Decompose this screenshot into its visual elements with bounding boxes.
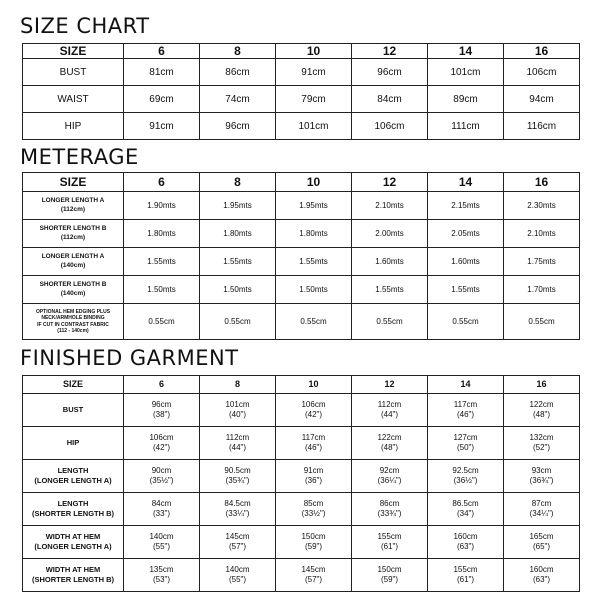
header-cell: 12 bbox=[352, 376, 428, 394]
table-cell bbox=[504, 394, 580, 427]
metric-value: 127cm bbox=[453, 432, 478, 442]
table-row bbox=[23, 192, 580, 220]
table-cell: 1.55mts bbox=[352, 276, 428, 304]
metric-value: 112cm bbox=[225, 432, 250, 442]
table-cell: 2.10mts bbox=[352, 192, 428, 220]
meterage-table bbox=[22, 172, 580, 340]
table-cell: 2.00mts bbox=[352, 220, 428, 248]
row-label-line: LENGTH bbox=[57, 499, 89, 509]
meterage-header-row bbox=[23, 173, 580, 192]
header-cell: SIZE bbox=[23, 44, 124, 59]
imperial-value: (44") bbox=[228, 443, 247, 452]
table-cell bbox=[200, 460, 276, 493]
table-row bbox=[23, 220, 580, 248]
metric-value: 112cm bbox=[377, 399, 402, 409]
metric-value: 140cm bbox=[225, 564, 250, 574]
table-cell: 0.55cm bbox=[200, 304, 276, 340]
imperial-value: (48") bbox=[380, 443, 399, 452]
table-cell: 1.80mts bbox=[200, 220, 276, 248]
table-cell: 2.30mts bbox=[504, 192, 580, 220]
header-cell: 10 bbox=[276, 376, 352, 394]
table-cell: 86cm bbox=[200, 59, 276, 86]
finished-garment-table bbox=[22, 375, 580, 592]
row-label-sub: (140cm) bbox=[60, 261, 86, 269]
row-label: BUST bbox=[23, 59, 124, 86]
row-label-line: NECK/ARMHOLE BINDING bbox=[41, 315, 105, 322]
imperial-value: (40") bbox=[228, 410, 247, 419]
table-cell bbox=[352, 493, 428, 526]
header-cell: 14 bbox=[428, 44, 504, 59]
imperial-value: (44") bbox=[380, 410, 399, 419]
table-cell bbox=[124, 526, 200, 559]
imperial-value: (36") bbox=[304, 476, 323, 485]
metric-value: 160cm bbox=[529, 564, 554, 574]
table-cell: 1.60mts bbox=[352, 248, 428, 276]
metric-value: 90.5cm bbox=[224, 465, 251, 475]
table-cell: 69cm bbox=[124, 86, 200, 113]
imperial-value: (34¼") bbox=[529, 509, 554, 518]
row-label: HIP bbox=[23, 113, 124, 140]
table-cell: 1.95mts bbox=[276, 192, 352, 220]
metric-value: 92cm bbox=[379, 465, 400, 475]
imperial-value: (57") bbox=[304, 575, 323, 584]
table-cell bbox=[504, 460, 580, 493]
table-cell bbox=[276, 427, 352, 460]
metric-value: 155cm bbox=[377, 531, 402, 541]
table-cell: 1.90mts bbox=[124, 192, 200, 220]
imperial-value: (38") bbox=[152, 410, 171, 419]
metric-value: 96cm bbox=[151, 399, 172, 409]
metric-value: 93cm bbox=[531, 465, 552, 475]
row-label bbox=[23, 220, 124, 248]
table-row bbox=[23, 304, 580, 340]
header-cell: 12 bbox=[352, 44, 428, 59]
table-cell bbox=[124, 559, 200, 592]
table-cell: 94cm bbox=[504, 86, 580, 113]
row-label-line: IF CUT IN CONTRAST FABRIC bbox=[37, 321, 109, 328]
metric-value: 150cm bbox=[301, 531, 326, 541]
table-cell bbox=[352, 427, 428, 460]
table-cell bbox=[352, 460, 428, 493]
row-label bbox=[23, 526, 124, 559]
table-cell: 1.55mts bbox=[276, 248, 352, 276]
metric-value: 92.5cm bbox=[452, 465, 479, 475]
imperial-value: (36¾") bbox=[529, 476, 554, 485]
row-label-sub: (112cm) bbox=[60, 233, 86, 241]
row-label-line: (SHORTER LENGTH B) bbox=[31, 575, 115, 584]
metric-value: 106cm bbox=[149, 432, 174, 442]
table-row bbox=[23, 394, 580, 427]
table-cell bbox=[352, 526, 428, 559]
table-cell: 81cm bbox=[124, 59, 200, 86]
table-cell bbox=[428, 394, 504, 427]
table-cell: 1.50mts bbox=[276, 276, 352, 304]
header-cell: 14 bbox=[428, 376, 504, 394]
imperial-value: (65") bbox=[532, 542, 551, 551]
table-row bbox=[23, 493, 580, 526]
table-cell: 2.15mts bbox=[428, 192, 504, 220]
table-cell bbox=[504, 427, 580, 460]
metric-value: 91cm bbox=[303, 465, 324, 475]
table-cell: 2.10mts bbox=[504, 220, 580, 248]
table-cell bbox=[276, 394, 352, 427]
header-cell: 10 bbox=[276, 173, 352, 192]
row-label bbox=[23, 248, 124, 276]
row-label-main: SHORTER LENGTH B bbox=[39, 280, 107, 288]
metric-value: 140cm bbox=[149, 531, 174, 541]
imperial-value: (55") bbox=[228, 575, 247, 584]
table-cell: 106cm bbox=[352, 113, 428, 140]
imperial-value: (36¼") bbox=[377, 476, 402, 485]
table-cell bbox=[352, 559, 428, 592]
row-label-sub: (112cm) bbox=[60, 205, 86, 213]
table-cell: 106cm bbox=[504, 59, 580, 86]
row-label bbox=[23, 559, 124, 592]
imperial-value: (34") bbox=[456, 509, 475, 518]
metric-value: 150cm bbox=[377, 564, 402, 574]
imperial-value: (35½") bbox=[149, 476, 174, 485]
table-cell bbox=[124, 427, 200, 460]
table-cell: 0.55cm bbox=[428, 304, 504, 340]
metric-value: 135cm bbox=[149, 564, 174, 574]
table-row bbox=[23, 248, 580, 276]
row-label-main: LONGER LENGTH A bbox=[41, 252, 105, 260]
table-cell bbox=[200, 394, 276, 427]
metric-value: 106cm bbox=[301, 399, 326, 409]
row-label-main: SHORTER LENGTH B bbox=[39, 224, 107, 232]
table-row bbox=[23, 59, 580, 86]
metric-value: 132cm bbox=[529, 432, 554, 442]
imperial-value: (33½") bbox=[301, 509, 326, 518]
table-cell bbox=[504, 559, 580, 592]
row-label-line: LENGTH bbox=[57, 466, 89, 476]
imperial-value: (46") bbox=[304, 443, 323, 452]
header-cell: 16 bbox=[504, 44, 580, 59]
header-cell: 14 bbox=[428, 173, 504, 192]
imperial-value: (63") bbox=[532, 575, 551, 584]
header-cell: SIZE bbox=[23, 173, 124, 192]
table-row bbox=[23, 113, 580, 140]
table-cell: 1.70mts bbox=[504, 276, 580, 304]
size-chart-header-row bbox=[23, 44, 580, 59]
table-cell: 1.55mts bbox=[200, 248, 276, 276]
table-cell: 101cm bbox=[276, 113, 352, 140]
imperial-value: (46") bbox=[456, 410, 475, 419]
table-cell bbox=[428, 427, 504, 460]
header-cell: 8 bbox=[200, 173, 276, 192]
metric-value: 101cm bbox=[225, 399, 250, 409]
row-label-sub: (140cm) bbox=[60, 289, 86, 297]
metric-value: 117cm bbox=[453, 399, 478, 409]
row-label bbox=[23, 192, 124, 220]
table-cell bbox=[504, 526, 580, 559]
table-row bbox=[23, 559, 580, 592]
imperial-value: (55") bbox=[152, 542, 171, 551]
table-cell bbox=[200, 427, 276, 460]
table-cell bbox=[276, 493, 352, 526]
table-row bbox=[23, 526, 580, 559]
table-cell bbox=[276, 526, 352, 559]
metric-value: 160cm bbox=[453, 531, 478, 541]
header-cell: 12 bbox=[352, 173, 428, 192]
table-cell: 74cm bbox=[200, 86, 276, 113]
table-cell bbox=[504, 493, 580, 526]
row-label-line: HIP bbox=[66, 438, 80, 448]
metric-value: 86.5cm bbox=[452, 498, 479, 508]
size-chart-table bbox=[22, 43, 580, 140]
table-cell: 111cm bbox=[428, 113, 504, 140]
imperial-value: (48") bbox=[532, 410, 551, 419]
row-label-line: BUST bbox=[62, 405, 84, 415]
table-cell: 1.95mts bbox=[200, 192, 276, 220]
table-cell: 0.55cm bbox=[504, 304, 580, 340]
metric-value: 122cm bbox=[377, 432, 402, 442]
table-cell: 91cm bbox=[124, 113, 200, 140]
table-cell: 1.50mts bbox=[124, 276, 200, 304]
table-cell: 1.55mts bbox=[124, 248, 200, 276]
table-cell: 0.55cm bbox=[276, 304, 352, 340]
header-cell: 16 bbox=[504, 376, 580, 394]
table-cell bbox=[428, 559, 504, 592]
header-cell: 6 bbox=[124, 44, 200, 59]
table-row bbox=[23, 86, 580, 113]
imperial-value: (33") bbox=[152, 509, 171, 518]
imperial-value: (33¾") bbox=[377, 509, 402, 518]
table-cell bbox=[276, 559, 352, 592]
row-label-line: WIDTH AT HEM bbox=[45, 565, 101, 575]
table-cell bbox=[352, 394, 428, 427]
imperial-value: (42") bbox=[152, 443, 171, 452]
table-cell bbox=[124, 493, 200, 526]
metric-value: 84cm bbox=[151, 498, 172, 508]
table-cell bbox=[200, 493, 276, 526]
table-cell: 96cm bbox=[200, 113, 276, 140]
metric-value: 85cm bbox=[303, 498, 324, 508]
row-label bbox=[23, 276, 124, 304]
imperial-value: (53") bbox=[152, 575, 171, 584]
table-cell bbox=[428, 526, 504, 559]
row-label-line: (SHORTER LENGTH B) bbox=[31, 509, 115, 518]
row-label-line: (LONGER LENGTH A) bbox=[34, 542, 112, 551]
table-cell: 91cm bbox=[276, 59, 352, 86]
metric-value: 145cm bbox=[301, 564, 326, 574]
table-cell: 84cm bbox=[352, 86, 428, 113]
metric-value: 145cm bbox=[225, 531, 250, 541]
table-cell: 2.05mts bbox=[428, 220, 504, 248]
header-cell: 16 bbox=[504, 173, 580, 192]
meterage-title: METERAGE bbox=[20, 145, 139, 169]
table-cell bbox=[428, 460, 504, 493]
row-label-main: LONGER LENGTH A bbox=[41, 196, 105, 204]
table-row bbox=[23, 427, 580, 460]
metric-value: 117cm bbox=[301, 432, 326, 442]
metric-value: 155cm bbox=[453, 564, 478, 574]
row-label: WAIST bbox=[23, 86, 124, 113]
table-cell: 1.50mts bbox=[200, 276, 276, 304]
header-cell: 6 bbox=[124, 376, 200, 394]
table-cell: 1.80mts bbox=[124, 220, 200, 248]
imperial-value: (61") bbox=[380, 542, 399, 551]
row-label-line: WIDTH AT HEM bbox=[45, 532, 101, 542]
table-cell bbox=[200, 559, 276, 592]
table-cell: 1.80mts bbox=[276, 220, 352, 248]
finished-garment-title: FINISHED GARMENT bbox=[20, 346, 239, 370]
table-row bbox=[23, 460, 580, 493]
imperial-value: (63") bbox=[456, 542, 475, 551]
row-label bbox=[23, 304, 124, 340]
table-cell: 116cm bbox=[504, 113, 580, 140]
imperial-value: (42") bbox=[304, 410, 323, 419]
row-label bbox=[23, 427, 124, 460]
row-label bbox=[23, 493, 124, 526]
table-cell: 1.60mts bbox=[428, 248, 504, 276]
metric-value: 84.5cm bbox=[224, 498, 251, 508]
table-cell: 96cm bbox=[352, 59, 428, 86]
imperial-value: (35¾") bbox=[225, 476, 250, 485]
row-label-line: (112 - 140cm) bbox=[57, 327, 89, 334]
imperial-value: (33¼") bbox=[225, 509, 250, 518]
table-cell: 0.55cm bbox=[124, 304, 200, 340]
imperial-value: (50") bbox=[456, 443, 475, 452]
table-cell bbox=[124, 460, 200, 493]
imperial-value: (59") bbox=[304, 542, 323, 551]
imperial-value: (36½") bbox=[453, 476, 478, 485]
imperial-value: (57") bbox=[228, 542, 247, 551]
table-cell: 0.55cm bbox=[352, 304, 428, 340]
metric-value: 165cm bbox=[529, 531, 554, 541]
row-label bbox=[23, 460, 124, 493]
imperial-value: (59") bbox=[380, 575, 399, 584]
table-cell: 101cm bbox=[428, 59, 504, 86]
metric-value: 86cm bbox=[379, 498, 400, 508]
table-cell bbox=[428, 493, 504, 526]
table-cell: 1.55mts bbox=[428, 276, 504, 304]
imperial-value: (52") bbox=[532, 443, 551, 452]
metric-value: 90cm bbox=[151, 465, 172, 475]
imperial-value: (61") bbox=[456, 575, 475, 584]
table-cell: 79cm bbox=[276, 86, 352, 113]
row-label bbox=[23, 394, 124, 427]
header-cell: 8 bbox=[200, 44, 276, 59]
header-cell: 6 bbox=[124, 173, 200, 192]
header-cell: SIZE bbox=[23, 376, 124, 394]
finished-garment-header-row bbox=[23, 376, 580, 394]
metric-value: 122cm bbox=[529, 399, 554, 409]
size-chart-title: SIZE CHART bbox=[20, 14, 150, 38]
table-cell bbox=[276, 460, 352, 493]
header-cell: 10 bbox=[276, 44, 352, 59]
table-cell bbox=[124, 394, 200, 427]
table-cell: 1.75mts bbox=[504, 248, 580, 276]
row-label-line: (LONGER LENGTH A) bbox=[34, 476, 112, 485]
table-row bbox=[23, 276, 580, 304]
table-cell: 89cm bbox=[428, 86, 504, 113]
header-cell: 8 bbox=[200, 376, 276, 394]
table-cell bbox=[200, 526, 276, 559]
metric-value: 87cm bbox=[531, 498, 552, 508]
row-label-line: OPTIONAL HEM EDGING PLUS bbox=[35, 309, 111, 315]
